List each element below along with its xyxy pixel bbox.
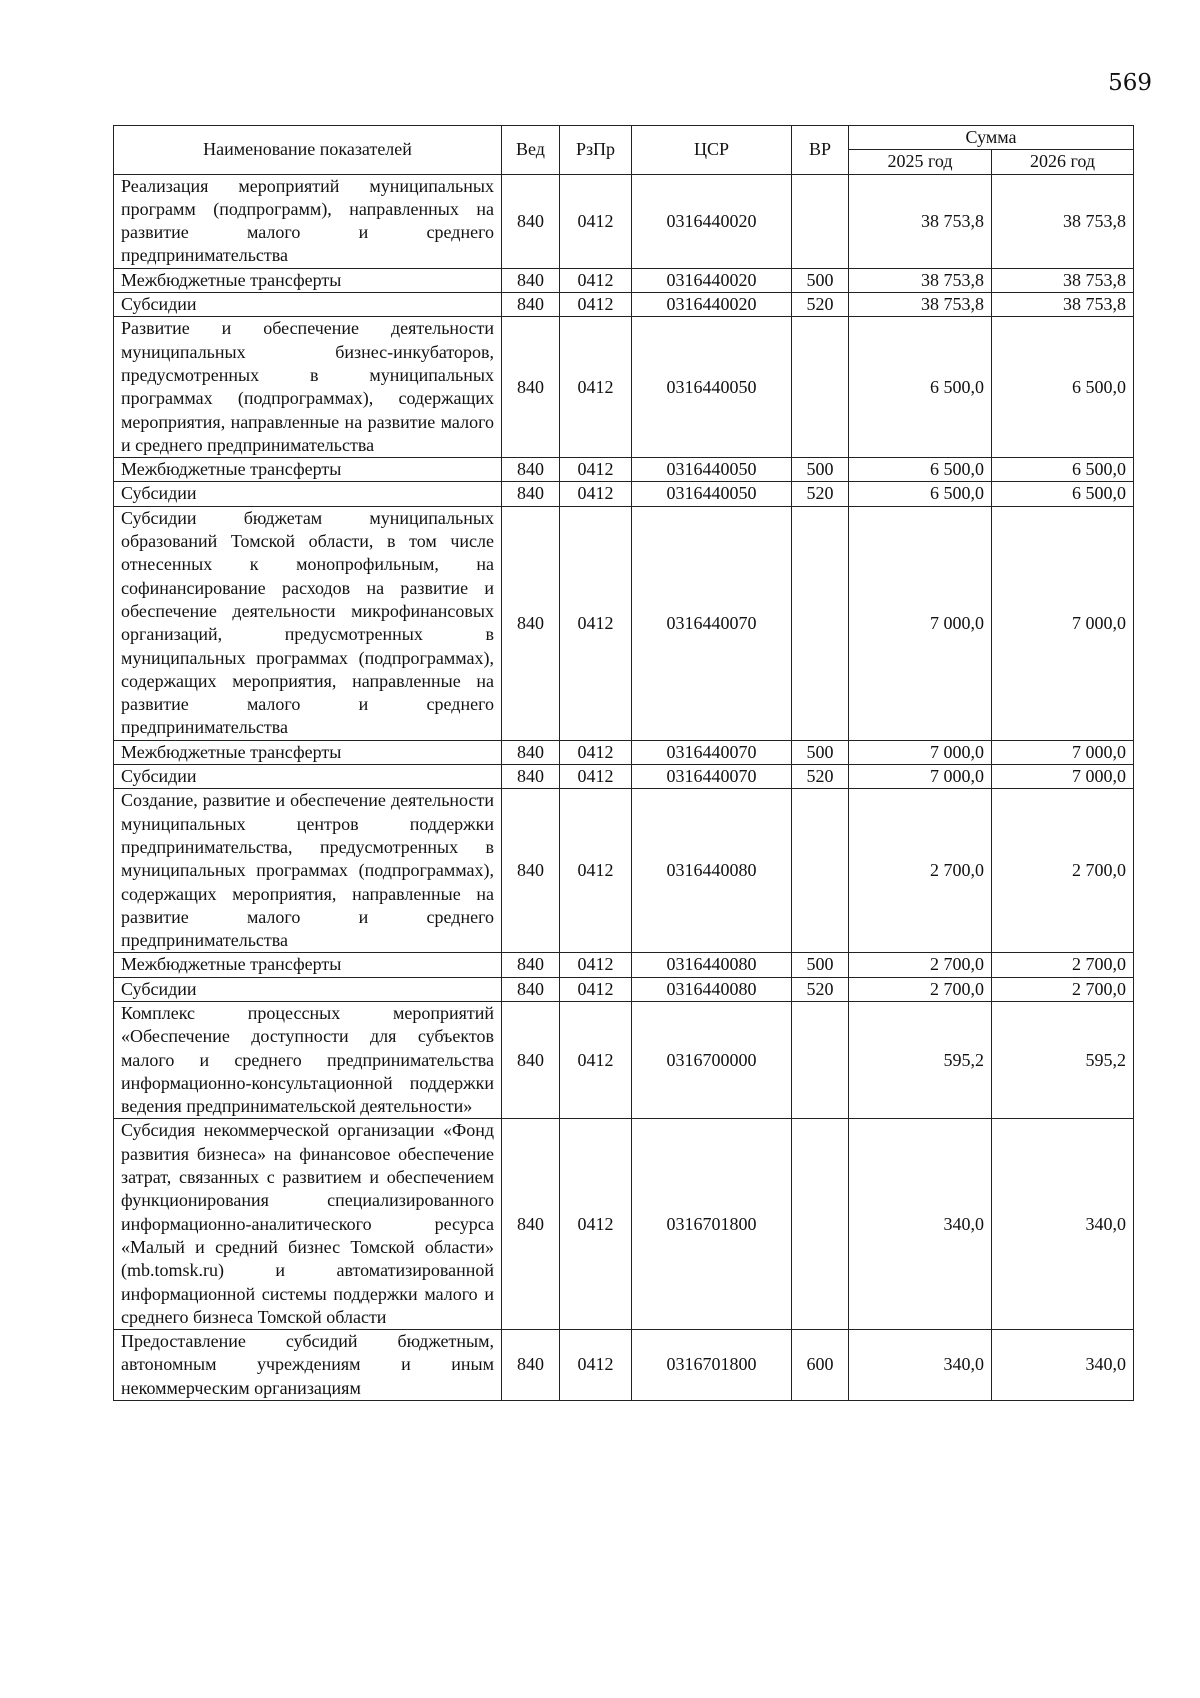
header-year-2025: 2025 год [849,150,992,174]
cell-csr: 0316440080 [632,953,792,977]
table-row [114,458,1134,482]
cell-ved: 840 [502,1119,560,1330]
cell-ved: 840 [502,789,560,953]
cell-name: Субсидия некоммерческой организации «Фонд развития бизнеса» на финансовое обеспечение затрат, связанных с развитием и обеспечением функционирования специализированного информационно-аналитического ресурса «Малый и средний бизнес Томской области» (mb.tomsk.ru) и автоматизированной информационной системы поддержки малого и среднего бизнеса Томской области [114,1119,502,1330]
table-row [114,977,1134,1001]
table-row [114,174,1134,268]
cell-rzpr: 0412 [560,1330,632,1401]
cell-name: Реализация мероприятий муниципальных программ (подпрограмм), направленных на развитие малого и среднего предпринимательства [114,174,502,268]
cell-amount-2026: 7 000,0 [992,765,1134,789]
cell-amount-2026: 6 500,0 [992,482,1134,506]
header-year-2026: 2026 год [992,150,1134,174]
cell-ved: 840 [502,174,560,268]
cell-amount-2026: 340,0 [992,1119,1134,1330]
cell-rzpr: 0412 [560,482,632,506]
cell-rzpr: 0412 [560,953,632,977]
cell-amount-2025: 340,0 [849,1119,992,1330]
budget-table [113,125,1134,1401]
cell-amount-2026: 7 000,0 [992,506,1134,740]
cell-vr: 520 [792,482,849,506]
cell-name: Межбюджетные трансферты [114,740,502,764]
cell-rzpr: 0412 [560,740,632,764]
table-row [114,268,1134,292]
cell-ved: 840 [502,953,560,977]
cell-csr: 0316440050 [632,317,792,458]
cell-vr: 500 [792,953,849,977]
cell-amount-2025: 6 500,0 [849,458,992,482]
cell-csr: 0316440080 [632,977,792,1001]
cell-amount-2025: 7 000,0 [849,765,992,789]
cell-csr: 0316440050 [632,482,792,506]
table-row [114,1330,1134,1401]
cell-rzpr: 0412 [560,506,632,740]
cell-name: Развитие и обеспечение деятельности муниципальных бизнес-инкубаторов, предусмотренных в муниципальных программах (подпрограммах), содержащих мероприятия, направленные на развитие малого и среднего предпринимательства [114,317,502,458]
cell-name: Межбюджетные трансферты [114,953,502,977]
cell-vr: 500 [792,740,849,764]
cell-name: Субсидии [114,482,502,506]
cell-ved: 840 [502,317,560,458]
cell-amount-2025: 2 700,0 [849,953,992,977]
cell-rzpr: 0412 [560,458,632,482]
table-row [114,740,1134,764]
cell-name: Межбюджетные трансферты [114,268,502,292]
cell-csr: 0316440050 [632,458,792,482]
cell-csr: 0316701800 [632,1330,792,1401]
cell-amount-2026: 340,0 [992,1330,1134,1401]
cell-vr: 500 [792,458,849,482]
cell-amount-2025: 595,2 [849,1001,992,1118]
cell-rzpr: 0412 [560,293,632,317]
table-row [114,1001,1134,1118]
cell-vr [792,1001,849,1118]
cell-rzpr: 0412 [560,317,632,458]
cell-name: Субсидии [114,765,502,789]
cell-ved: 840 [502,740,560,764]
cell-name: Субсидии [114,977,502,1001]
cell-name: Комплекс процессных мероприятий «Обеспечение доступности для субъектов малого и среднего предпринимательства информационно-консультационной поддержки ведения предпринимательской деятельности» [114,1001,502,1118]
cell-ved: 840 [502,293,560,317]
cell-csr: 0316440070 [632,765,792,789]
cell-ved: 840 [502,482,560,506]
cell-amount-2025: 340,0 [849,1330,992,1401]
cell-rzpr: 0412 [560,765,632,789]
cell-vr: 520 [792,765,849,789]
cell-amount-2025: 7 000,0 [849,740,992,764]
cell-vr: 600 [792,1330,849,1401]
cell-amount-2025: 2 700,0 [849,789,992,953]
cell-amount-2026: 595,2 [992,1001,1134,1118]
cell-vr [792,1119,849,1330]
cell-ved: 840 [502,977,560,1001]
cell-amount-2026: 38 753,8 [992,268,1134,292]
cell-name: Субсидии бюджетам муниципальных образований Томской области, в том числе отнесенных к монопрофильным, на софинансирование расходов на развитие и обеспечение деятельности микрофинансовых организаций, предусмотренных в муниципальных программах (подпрограммах), содержащих мероприятия, направленные на развитие малого и среднего предпринимательства [114,506,502,740]
cell-amount-2026: 2 700,0 [992,977,1134,1001]
cell-name: Создание, развитие и обеспечение деятельности муниципальных центров поддержки предпринимательства, предусмотренных в муниципальных программах (подпрограммах), содержащих мероприятия, направленные на развитие малого и среднего предпринимательства [114,789,502,953]
table-row [114,953,1134,977]
cell-ved: 840 [502,1330,560,1401]
cell-vr [792,506,849,740]
header-rzpr: РзПр [560,126,632,175]
header-vr: ВР [792,126,849,175]
cell-amount-2025: 2 700,0 [849,977,992,1001]
cell-csr: 0316440070 [632,506,792,740]
table-row [114,317,1134,458]
cell-ved: 840 [502,458,560,482]
table-row [114,482,1134,506]
header-csr: ЦСР [632,126,792,175]
cell-amount-2026: 7 000,0 [992,740,1134,764]
table-body [114,174,1134,1400]
cell-amount-2025: 7 000,0 [849,506,992,740]
cell-vr: 520 [792,293,849,317]
cell-amount-2025: 38 753,8 [849,293,992,317]
table-row [114,789,1134,953]
cell-rzpr: 0412 [560,1001,632,1118]
table-row [114,765,1134,789]
cell-name: Субсидии [114,293,502,317]
cell-csr: 0316700000 [632,1001,792,1118]
table-row [114,293,1134,317]
cell-csr: 0316701800 [632,1119,792,1330]
cell-csr: 0316440080 [632,789,792,953]
cell-amount-2025: 6 500,0 [849,317,992,458]
cell-amount-2025: 38 753,8 [849,268,992,292]
cell-ved: 840 [502,506,560,740]
cell-amount-2026: 38 753,8 [992,293,1134,317]
table-header-row [114,126,1134,150]
header-name: Наименование показателей [114,126,502,175]
cell-amount-2026: 38 753,8 [992,174,1134,268]
cell-vr: 500 [792,268,849,292]
cell-rzpr: 0412 [560,174,632,268]
cell-rzpr: 0412 [560,1119,632,1330]
cell-csr: 0316440020 [632,268,792,292]
cell-rzpr: 0412 [560,789,632,953]
cell-name: Межбюджетные трансферты [114,458,502,482]
cell-name: Предоставление субсидий бюджетным, автономным учреждениям и иным некоммерческим организациям [114,1330,502,1401]
cell-vr [792,317,849,458]
cell-amount-2025: 38 753,8 [849,174,992,268]
cell-amount-2025: 6 500,0 [849,482,992,506]
cell-amount-2026: 6 500,0 [992,317,1134,458]
cell-ved: 840 [502,1001,560,1118]
cell-ved: 840 [502,268,560,292]
header-ved: Вед [502,126,560,175]
cell-rzpr: 0412 [560,268,632,292]
cell-rzpr: 0412 [560,977,632,1001]
cell-csr: 0316440020 [632,293,792,317]
table-row [114,1119,1134,1330]
cell-amount-2026: 6 500,0 [992,458,1134,482]
cell-amount-2026: 2 700,0 [992,789,1134,953]
cell-csr: 0316440020 [632,174,792,268]
cell-vr: 520 [792,977,849,1001]
cell-csr: 0316440070 [632,740,792,764]
cell-amount-2026: 2 700,0 [992,953,1134,977]
cell-ved: 840 [502,765,560,789]
header-sum: Сумма [849,126,1134,150]
cell-vr [792,174,849,268]
page-number: 569 [1108,70,1152,96]
table-row [114,506,1134,740]
cell-vr [792,789,849,953]
